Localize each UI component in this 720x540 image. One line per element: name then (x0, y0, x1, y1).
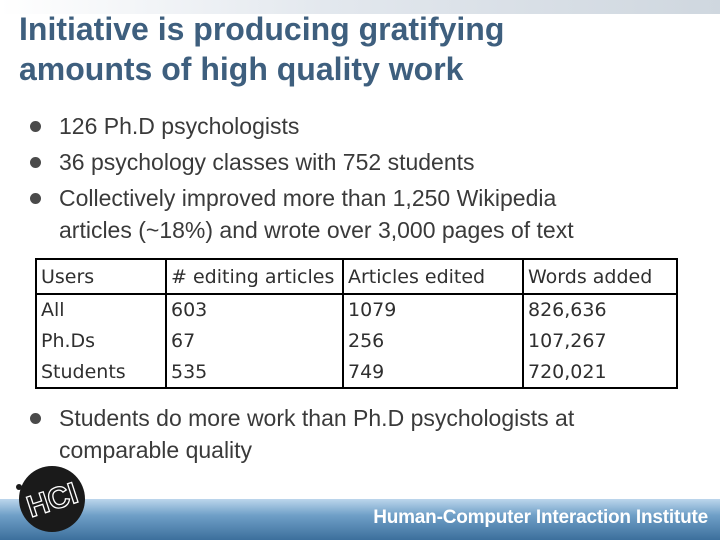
table-header-row (36, 259, 677, 294)
bullet-dot-icon (30, 413, 41, 424)
bullet-dot-icon (30, 157, 41, 168)
logo-text: HCI (22, 476, 83, 525)
slide-title-line-1: Initiative is producing gratifying (19, 11, 505, 47)
bullet-text-line-2: articles (~18%) and wrote over 3,000 pages of text (59, 217, 574, 243)
table-cell: All (36, 294, 166, 325)
bullet-item (30, 110, 710, 142)
table-cell: 603 (166, 294, 343, 325)
bullet-item (30, 182, 710, 246)
table-cell: 749 (343, 357, 523, 388)
bullet-text: 36 psychology classes with 752 students (59, 149, 475, 175)
column-header-users: Users (36, 259, 166, 294)
bullet-list-2 (30, 402, 710, 470)
bullet-text-line-1: Students do more work than Ph.D psychologists at (59, 405, 575, 431)
bullet-dot-icon (30, 121, 41, 132)
table-row (36, 357, 677, 388)
bullet-list (30, 110, 710, 250)
logo-dot (16, 484, 22, 490)
table-cell: Students (36, 357, 166, 388)
bullet-item (30, 402, 710, 466)
hci-logo-icon (13, 464, 89, 534)
footer-institute-name: Human-Computer Interaction Institute (373, 507, 708, 528)
table-cell: 67 (166, 325, 343, 356)
bullet-dot-icon (30, 193, 41, 204)
slide-title-line-2: amounts of high quality work (19, 51, 464, 87)
bullet-item (30, 146, 710, 178)
table-cell: Ph.Ds (36, 325, 166, 356)
table-cell: 107,267 (523, 325, 677, 356)
slide-title (19, 9, 709, 89)
bullet-text-line-1: Collectively improved more than 1,250 Wikipedia (59, 185, 557, 211)
table-cell: 535 (166, 357, 343, 388)
table-row (36, 325, 677, 356)
table-cell: 256 (343, 325, 523, 356)
bullet-text-line-2: comparable quality (59, 437, 253, 463)
table-row (36, 294, 677, 325)
column-header-words-added: Words added (523, 259, 677, 294)
table-cell: 826,636 (523, 294, 677, 325)
table-cell: 1079 (343, 294, 523, 325)
bullet-text: 126 Ph.D psychologists (59, 113, 300, 139)
stats-table (35, 258, 678, 389)
table-cell: 720,021 (523, 357, 677, 388)
column-header-editing-articles: # editing articles (166, 259, 343, 294)
column-header-articles-edited: Articles edited (343, 259, 523, 294)
